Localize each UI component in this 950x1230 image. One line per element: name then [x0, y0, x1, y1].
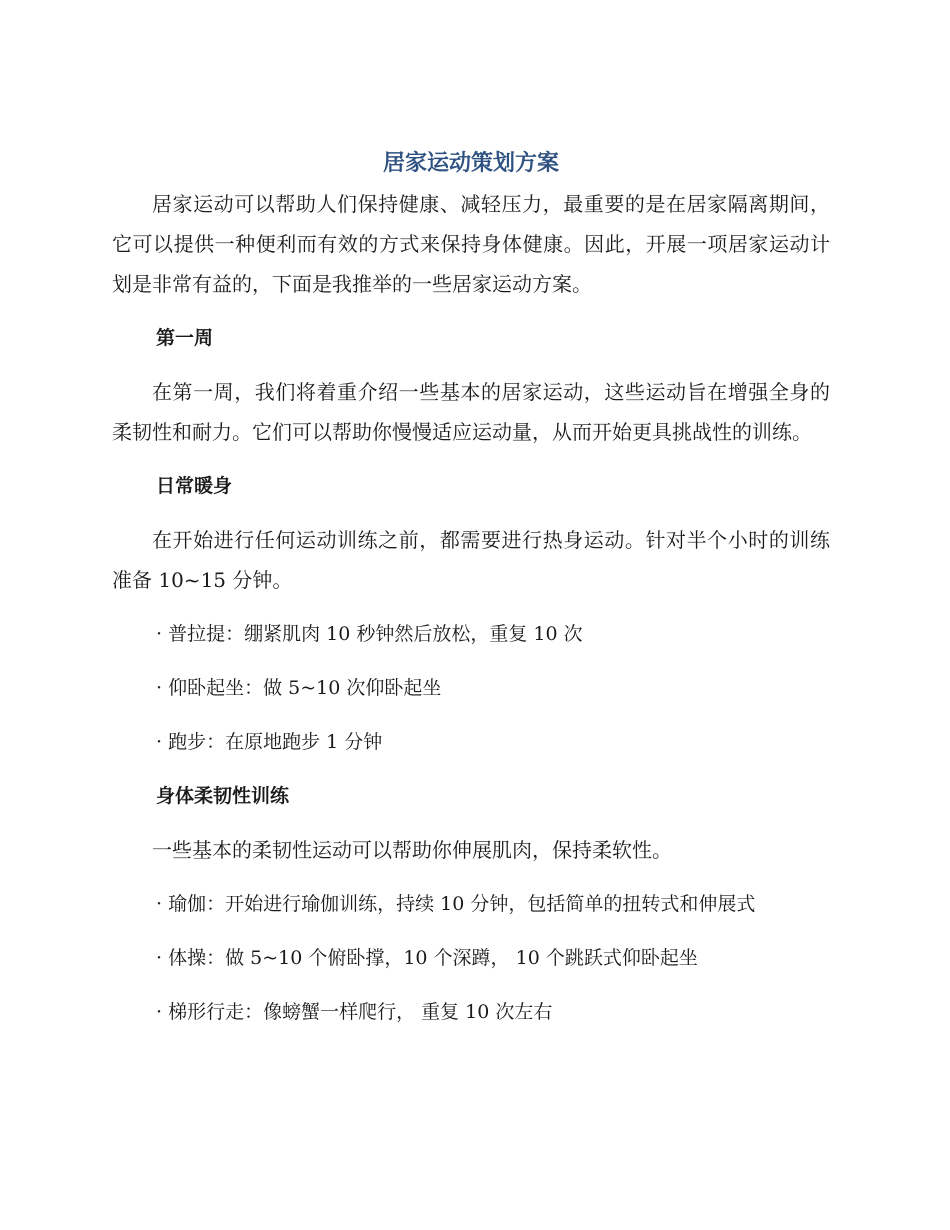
spacer [112, 654, 830, 668]
spacer [112, 816, 830, 830]
list-item: · 瑜伽：开始进行瑜伽训练，持续 10 分钟，包括简单的扭转式和伸展式 [156, 893, 756, 915]
list-item: · 梯形行走：像螃蟹一样爬行， 重复 10 次左右 [156, 1001, 553, 1023]
spacer [112, 708, 830, 722]
spacer [112, 762, 830, 776]
spacer [112, 358, 830, 372]
spacer [112, 924, 830, 938]
document-page [112, 146, 830, 1032]
spacer [112, 600, 830, 614]
spacer [112, 506, 830, 520]
spacer [112, 452, 830, 466]
week1-paragraph: 在第一周，我们将着重介绍一些基本的居家运动，这些运动旨在增强全身的柔韧性和耐力。它们可以帮助你慢慢适应运动量，从而开始更具挑战性的训练。 [112, 380, 830, 444]
list-item: · 普拉提：绷紧肌肉 10 秒钟然后放松，重复 10 次 [156, 623, 583, 645]
intro-paragraph: 居家运动可以帮助人们保持健康、减轻压力，最重要的是在居家隔离期间，它可以提供一种便利而有效的方式来保持身体健康。因此，开展一项居家运动计划是非常有益的，下面是我推举的一些居家运动方案。 [112, 192, 830, 296]
section-heading-week1: 第一周 [156, 327, 214, 349]
spacer [112, 304, 830, 318]
list-item: · 仰卧起坐：做 5~10 次仰卧起坐 [156, 677, 442, 699]
spacer [112, 978, 830, 992]
list-item: · 跑步：在原地跑步 1 分钟 [156, 731, 383, 753]
document-title: 居家运动策划方案 [382, 151, 559, 176]
list-item: · 体操：做 5~10 个俯卧撑，10 个深蹲， 10 个跳跃式仰卧起坐 [156, 947, 698, 969]
section-heading-flexibility: 身体柔韧性训练 [156, 785, 290, 807]
warmup-paragraph: 在开始进行任何运动训练之前，都需要进行热身运动。针对半个小时的训练准备 10~15 分钟。 [112, 528, 830, 592]
flexibility-paragraph: 一些基本的柔韧性运动可以帮助你伸展肌肉，保持柔软性。 [152, 838, 672, 862]
spacer [112, 870, 830, 884]
section-heading-warmup: 日常暖身 [156, 475, 233, 497]
